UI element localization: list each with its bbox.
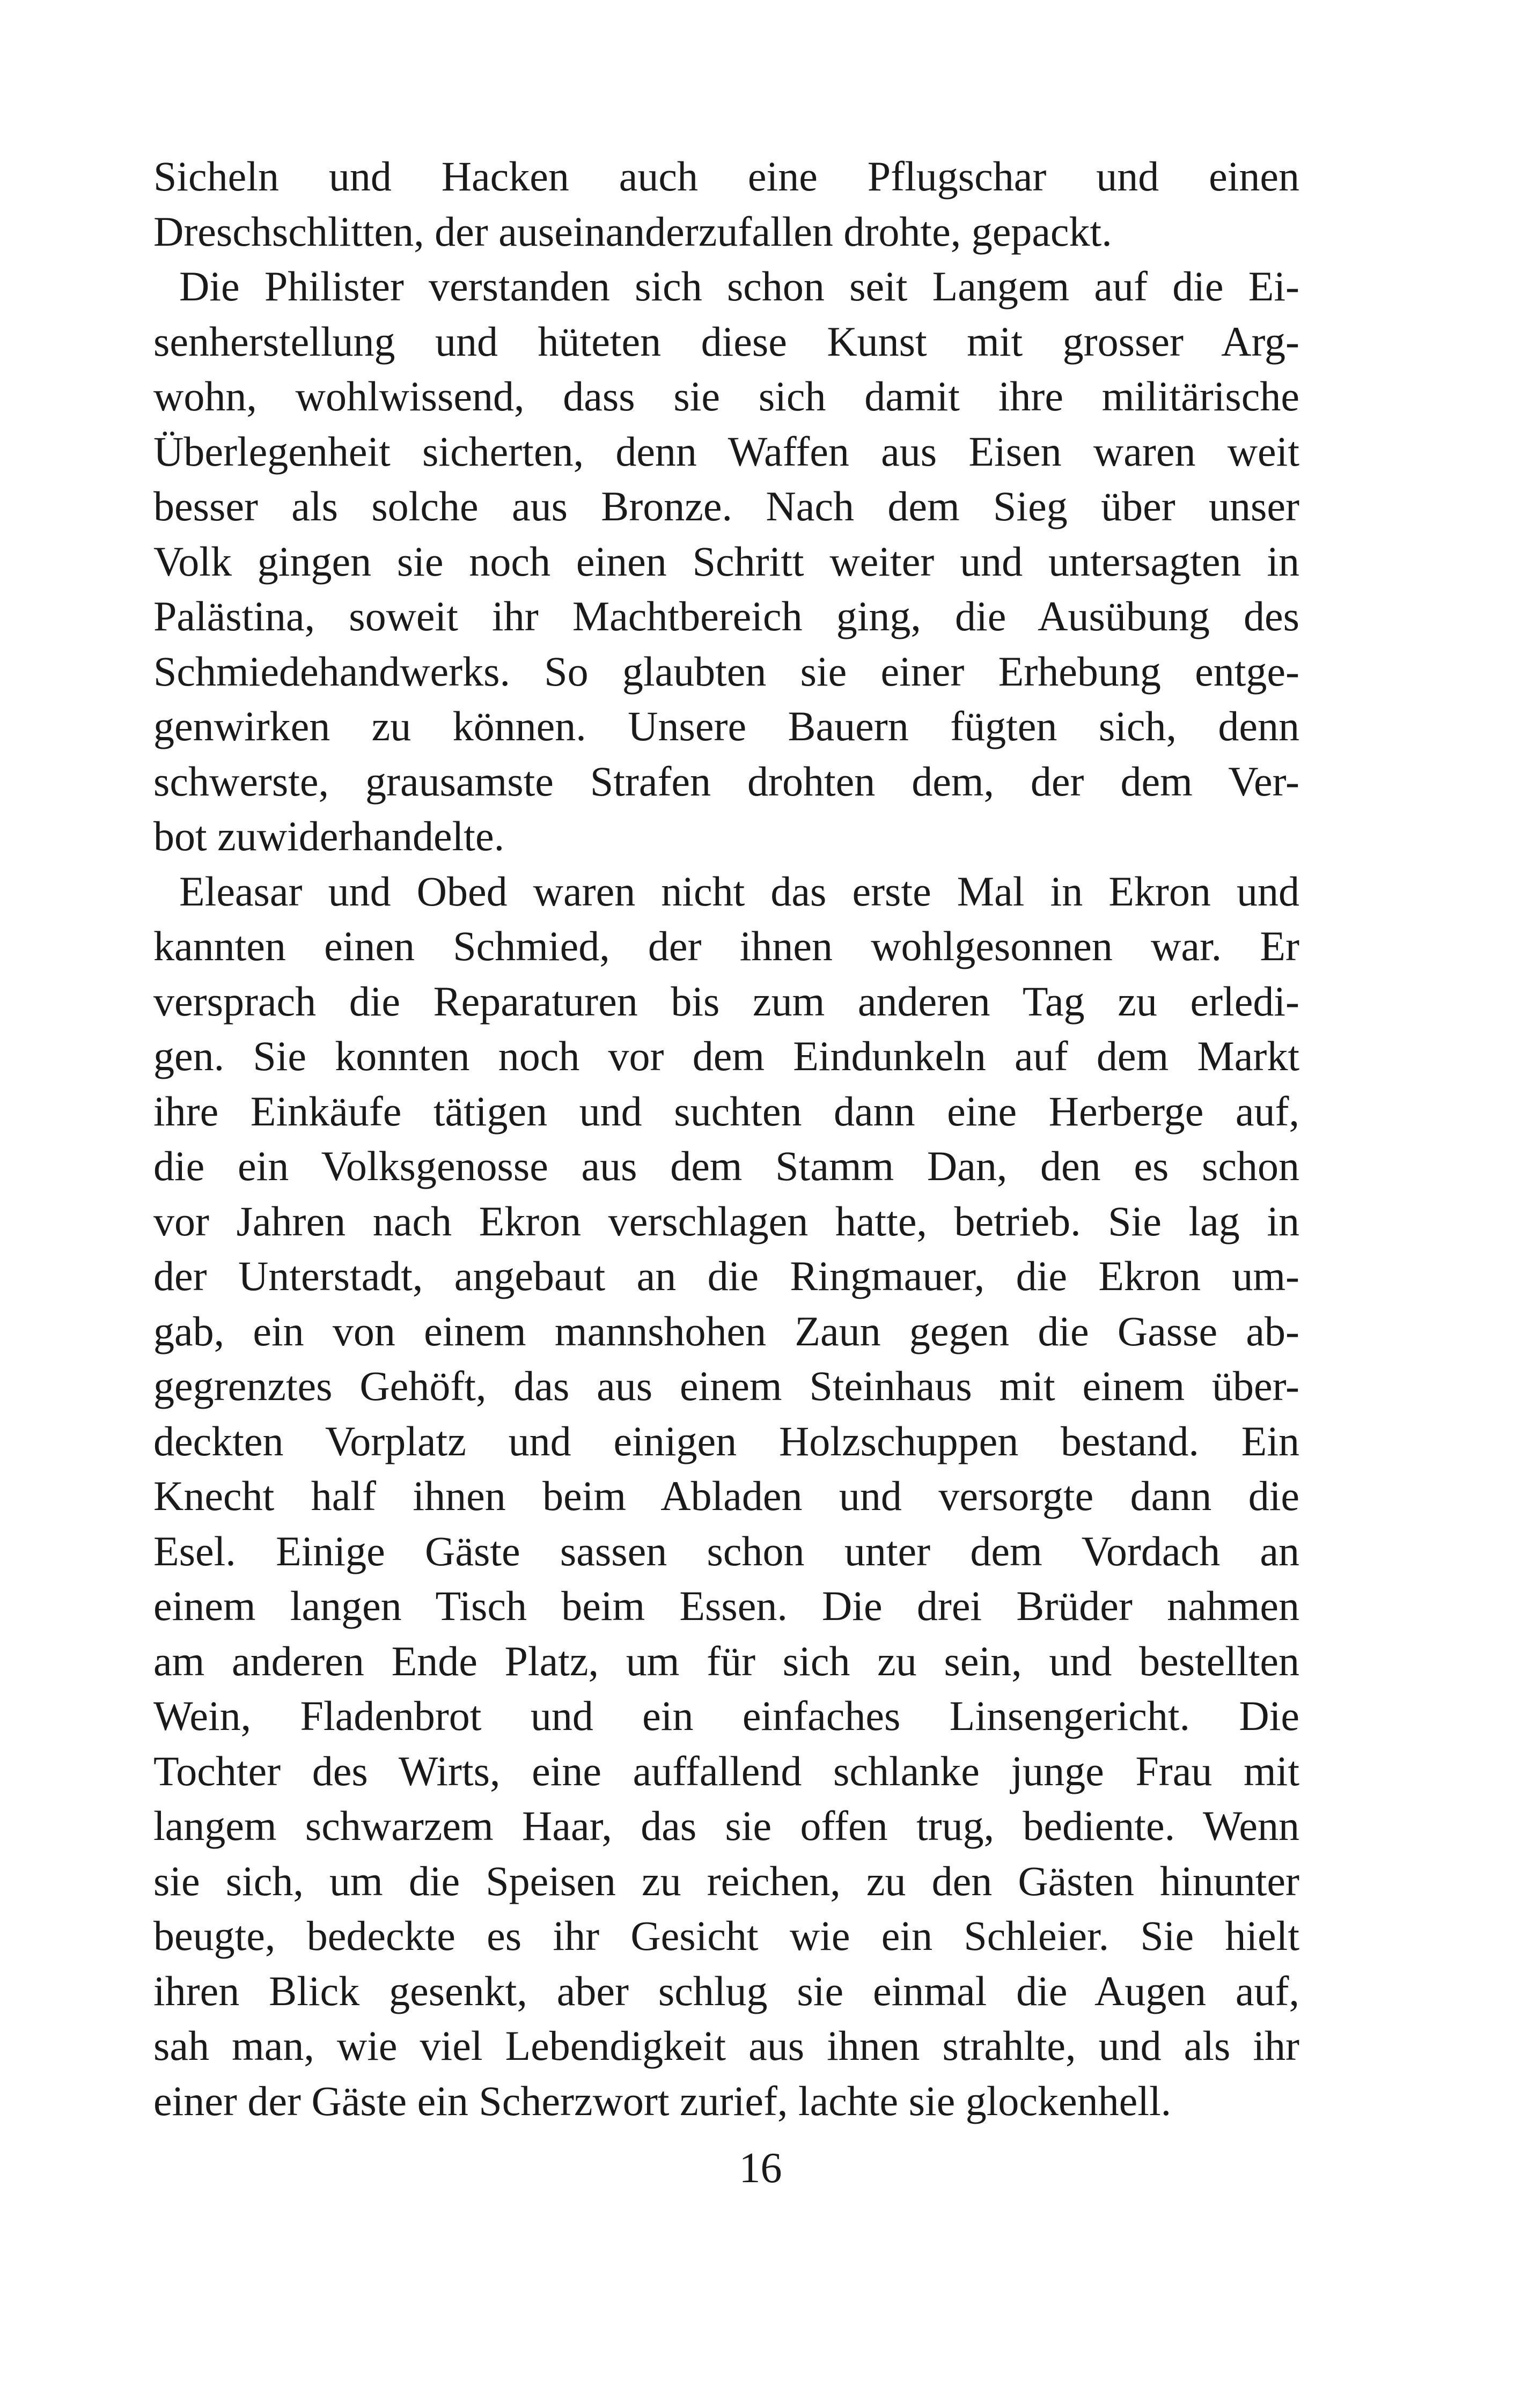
text-line: Knecht half ihnen beim Abladen und versorgte dann die (153, 1472, 1299, 1519)
text-line: die ein Volksgenosse aus dem Stamm Dan, den es schon (153, 1143, 1299, 1189)
text-line: versprach die Reparaturen bis zum anderen Tag zu erledi- (153, 977, 1299, 1025)
text-line: Esel. Einige Gäste sassen schon unter dem Vordach an (153, 1527, 1299, 1574)
text-line: langem schwarzem Haar, das sie offen trug, bediente. Wenn (153, 1802, 1299, 1849)
text-line: wohn, wohlwissend, dass sie sich damit ihre militärische (153, 373, 1299, 419)
text-line: genwirken zu können. Unsere Bauern fügten sich, denn (153, 703, 1299, 749)
text-line: sie sich, um die Speisen zu reichen, zu den Gästen hinunter (153, 1857, 1299, 1904)
text-line: Dreschschlitten, der auseinanderzufallen drohte, gepackt. (153, 208, 1112, 255)
text-line: Die Philister verstanden sich schon seit Langem auf die Ei- (179, 263, 1299, 310)
text-line: Palästina, soweit ihr Machtbereich ging, die Ausübung des (153, 593, 1299, 639)
text-line: gab, ein von einem mannshohen Zaun gegen die Gasse ab- (153, 1307, 1299, 1354)
text-line: gegrenztes Gehöft, das aus einem Steinhaus mit einem über- (153, 1363, 1299, 1409)
text-line: Schmiedehandwerks. So glaubten sie einer Erhebung entge- (153, 647, 1299, 695)
text-line: Eleasar und Obed waren nicht das erste Mal in Ekron und (179, 867, 1299, 915)
text-line: gen. Sie konnten noch vor dem Eindunkeln auf dem Markt (153, 1033, 1299, 1079)
text-line: einer der Gäste ein Scherzwort zurief, lachte sie glockenhell. (153, 2077, 1172, 2124)
text-line: einem langen Tisch beim Essen. Die drei Brüder nahmen (153, 1582, 1299, 1629)
text-line: Tochter des Wirts, eine auffallend schlanke junge Frau mit (153, 1747, 1299, 1794)
text-line: vor Jahren nach Ekron verschlagen hatte, betrieb. Sie lag in (153, 1197, 1299, 1244)
text-line: bot zuwiderhandelte. (153, 813, 505, 859)
text-line: beugte, bedeckte es ihr Gesicht wie ein Schleier. Sie hielt (153, 1912, 1299, 1959)
text-line: deckten Vorplatz und einigen Holzschuppen bestand. Ein (153, 1417, 1299, 1464)
page-body (153, 149, 1299, 2129)
text-line: am anderen Ende Platz, um für sich zu sein, und bestellten (153, 1637, 1299, 1684)
text-line: Wein, Fladenbrot und ein einfaches Linsengericht. Die (153, 1692, 1299, 1739)
text-line: ihre Einkäufe tätigen und suchten dann eine Herberge auf, (153, 1087, 1299, 1135)
text-line: Überlegenheit sicherten, denn Waffen aus Eisen waren weit (153, 428, 1299, 475)
text-line: kannten einen Schmied, der ihnen wohlgesonnen war. Er (153, 923, 1299, 969)
text-line: schwerste, grausamste Strafen drohten dem, der dem Ver- (153, 757, 1299, 805)
text-line: Volk gingen sie noch einen Schritt weiter und untersagten in (153, 537, 1299, 585)
text-line: senherstellung und hüteten diese Kunst mit grosser Arg- (153, 318, 1299, 365)
page-number: 16 (739, 2145, 782, 2192)
text-line: Sicheln und Hacken auch eine Pflugschar und einen (153, 153, 1299, 200)
text-line: sah man, wie viel Lebendigkeit aus ihnen strahlte, und als ihr (153, 2022, 1299, 2069)
text-line: der Unterstadt, angebaut an die Ringmauer, die Ekron um- (153, 1253, 1299, 1299)
text-line: besser als solche aus Bronze. Nach dem Sieg über unser (153, 483, 1299, 529)
text-line: ihren Blick gesenkt, aber schlug sie einmal die Augen auf, (153, 1967, 1299, 2014)
